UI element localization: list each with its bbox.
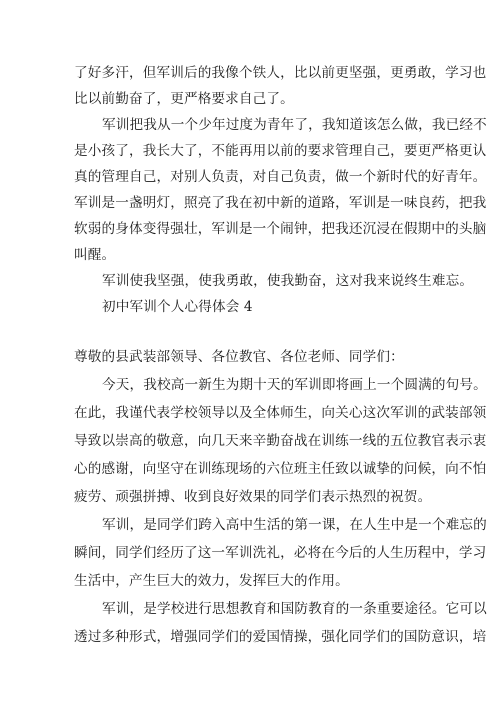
text-line: 军训，是同学们跨入高中生活的第一课，在人生中是一个难忘的 <box>102 517 487 533</box>
text-line: 瞬间，同学们经历了这一军训洗礼，必将在今后的人生历程中，学习 <box>74 545 487 561</box>
text-line: 今天，我校高一新生为期十天的军训即将画上一个圆满的句号。 <box>102 377 487 393</box>
salutation: 尊敬的县武装部领导、各位教官、各位老师、同学们： <box>74 349 404 365</box>
text-line: 软弱的身体变得强壮，军训是一个闹钟，把我还沉浸在假期中的头脑 <box>74 221 487 237</box>
text-line: 比以前勤奋了，更严格要求自己了。 <box>74 91 294 107</box>
text-line: 是小孩了，我长大了，不能再用以前的要求管理自己，要更严格更认 <box>74 143 487 159</box>
text-line: 导致以崇高的敬意，向几天来辛勤奋战在训练一线的五位教官表示衷 <box>74 433 487 449</box>
text-line: 疲劳、顽强拼搏、收到良好效果的同学们表示热烈的祝贺。 <box>74 489 432 505</box>
text-line: 军训，是学校进行思想教育和国防教育的一条重要途径。它可以 <box>102 601 487 617</box>
text-line: 军训把我从一个少年过度为青年了，我知道该怎么做，我已经不 <box>102 117 487 133</box>
text-line: 军训使我坚强，使我勇敢，使我勤奋，这对我来说终生难忘。 <box>102 273 474 289</box>
text-line: 生活中，产生巨大的效力，发挥巨大的作用。 <box>74 573 349 589</box>
text-line: 军训是一盏明灯，照亮了我在初中新的道路，军训是一味良药，把我 <box>74 195 487 211</box>
text-line: 了好多汗，但军训后的我像个铁人，比以前更坚强，更勇敢，学习也 <box>74 65 487 81</box>
text-line: 透过多种形式，增强同学们的爱国情操，强化同学们的国防意识，培 <box>74 629 487 645</box>
text-line: 叫醒。 <box>74 247 116 263</box>
section-heading: 初中军训个人心得体会 4 <box>102 299 253 315</box>
text-line: 心的感谢，向坚守在训练现场的六位班主任致以诚挚的问候，向不怕 <box>74 461 487 477</box>
text-line: 真的管理自己，对别人负责，对自己负责，做一个新时代的好青年。 <box>74 169 487 185</box>
text-line: 在此，我谨代表学校领导以及全体师生，向关心这次军训的武装部领 <box>74 405 487 421</box>
